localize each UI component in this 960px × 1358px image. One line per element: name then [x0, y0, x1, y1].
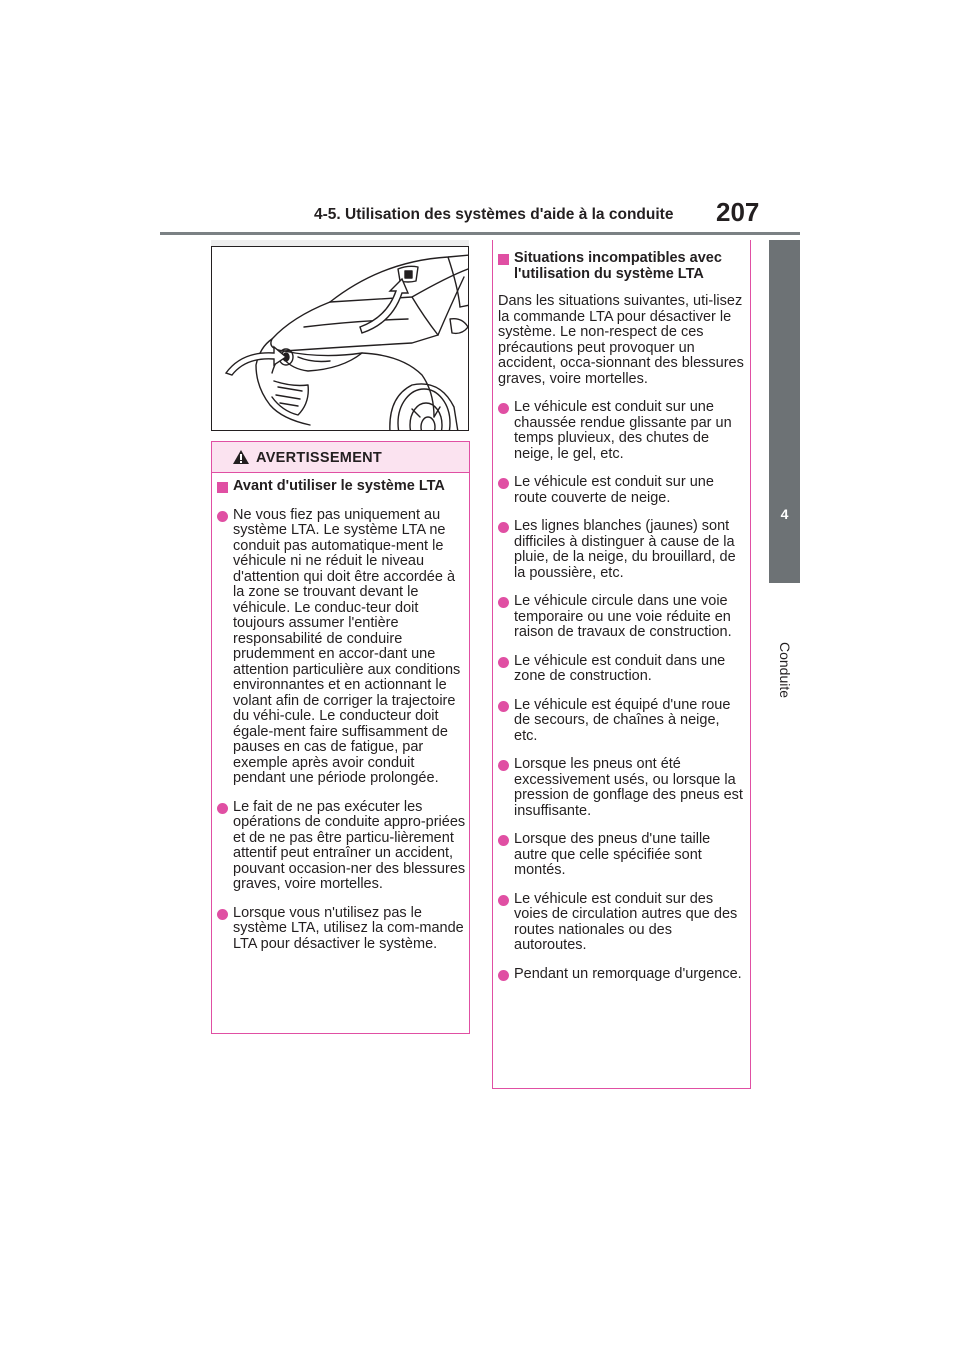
list-item-text: Les lignes blanches (jaunes) sont difficiles à distinguer à cause de la pluie, de la neige, du brouillard, de la poussière, etc. [514, 518, 736, 581]
warning-heading: AVERTISSEMENT [256, 450, 383, 466]
list-item-text: Le véhicule est équipé d'une roue de secours, de chaînes à neige, etc. [514, 696, 731, 744]
bullet-dot-icon [217, 909, 228, 920]
bullet-dot-icon [217, 803, 228, 814]
list-item [498, 594, 746, 641]
list-item [217, 800, 467, 893]
list-item [498, 400, 746, 462]
page-number: 207 [716, 197, 760, 227]
list-item [498, 967, 746, 983]
list-item [498, 892, 746, 954]
list-item-text: Ne vous fiez pas uniquement au système LTA. Le système LTA ne conduit pas automatique-ment le véhicule ni ne réduit le niveau d'attention qui doit être accordée à la zone se trouvant devant le véhicule. Le conduc-teur doit toujours assumer l'entière responsabilité de conduire prudemment en accor-dant une attention particulière aux conditions environnantes et en actionnant le volant afin de corriger la trajectoire du véhi-cule. Le conducteur doit égale-ment faire suffisamment de pauses en cas de fatigue, par exemple après avoir conduit pendant une période prolongée. [233, 506, 461, 786]
list-item-text: Le véhicule est conduit sur une chaussée rendue glissante par un temps pluvieux, des chutes de neige, le gel, etc. [514, 399, 732, 462]
intro-paragraph: Dans les situations suivantes, uti-lisez la commande LTA pour désactiver le système. Le non-respect de ces précautions peut provoquer un accident, occa-sionnant des blessures graves, voire mortelles. [498, 293, 744, 387]
list-item-text: Le véhicule est conduit sur une route couverte de neige. [514, 474, 714, 506]
list-item-text: Pendant un remorquage d'urgence. [514, 965, 742, 982]
list-item-text: Le véhicule circule dans une voie temporaire ou une voie réduite en raison de travaux de construction. [514, 593, 732, 640]
list-item-text: Lorsque les pneus ont été excessivement usés, ou lorsque la pression de gonflage des pneus est insuffisante. [514, 756, 743, 819]
list-item-text: Le fait de ne pas exécuter les opérations de conduite appro-priées et de ne pas être particu-lièrement attentif peut entraîner un accident, pouvant occasion-ner des blessures graves, voire mortelles. [233, 798, 466, 892]
list-item-text: Lorsque des pneus d'une taille autre que celle spécifiée sont montés. [514, 831, 711, 878]
bullet-dot-icon [498, 760, 509, 771]
bullet-dot-icon [498, 597, 509, 608]
page-header [0, 0, 960, 240]
bullet-dot-icon [498, 478, 509, 489]
chapter-tab [769, 240, 800, 583]
header-rule [160, 232, 800, 235]
bullet-dot-icon [498, 970, 509, 981]
square-bullet-icon [217, 482, 228, 493]
square-bullet-icon [498, 254, 509, 265]
chapter-number: 4 [780, 506, 789, 522]
warning-content [217, 479, 467, 952]
warning-section-title-text: Avant d'utiliser le système LTA [233, 478, 445, 494]
list-item-text: Le véhicule est conduit sur des voies de circulation autres que des routes nationales ou des autoroutes. [514, 890, 738, 953]
list-item [498, 832, 746, 879]
warning-header [212, 442, 469, 473]
bullet-dot-icon [498, 522, 509, 533]
list-item-text: Le véhicule est conduit dans une zone de construction. [514, 652, 726, 684]
list-item [498, 757, 746, 819]
bullet-dot-icon [498, 895, 509, 906]
list-item [498, 475, 746, 506]
section-title: 4-5. Utilisation des systèmes d'aide à la conduite [314, 206, 674, 223]
chapter-label: Conduite [777, 642, 793, 699]
list-item [217, 508, 467, 787]
warning-section-title [217, 479, 467, 495]
bullet-dot-icon [498, 657, 509, 668]
list-item [498, 698, 746, 745]
right-content [498, 251, 746, 982]
car-front-drawing [212, 247, 469, 431]
incompatible-situations-box [492, 240, 751, 1089]
list-item [498, 654, 746, 685]
warning-triangle-icon [232, 449, 250, 470]
warning-box [211, 441, 470, 1034]
list-item-text: Lorsque vous n'utilisez pas le système LTA, utilisez la com-mande LTA pour désactiver le système. [233, 904, 464, 952]
list-item [217, 906, 467, 953]
bullet-dot-icon [217, 511, 228, 522]
right-section-title-text: Situations incompatibles avec l'utilisation du système LTA [514, 250, 722, 282]
right-section-title [498, 251, 746, 282]
bullet-dot-icon [498, 835, 509, 846]
bullet-dot-icon [498, 701, 509, 712]
car-illustration [211, 246, 469, 431]
list-item [498, 519, 746, 581]
bullet-dot-icon [498, 403, 509, 414]
